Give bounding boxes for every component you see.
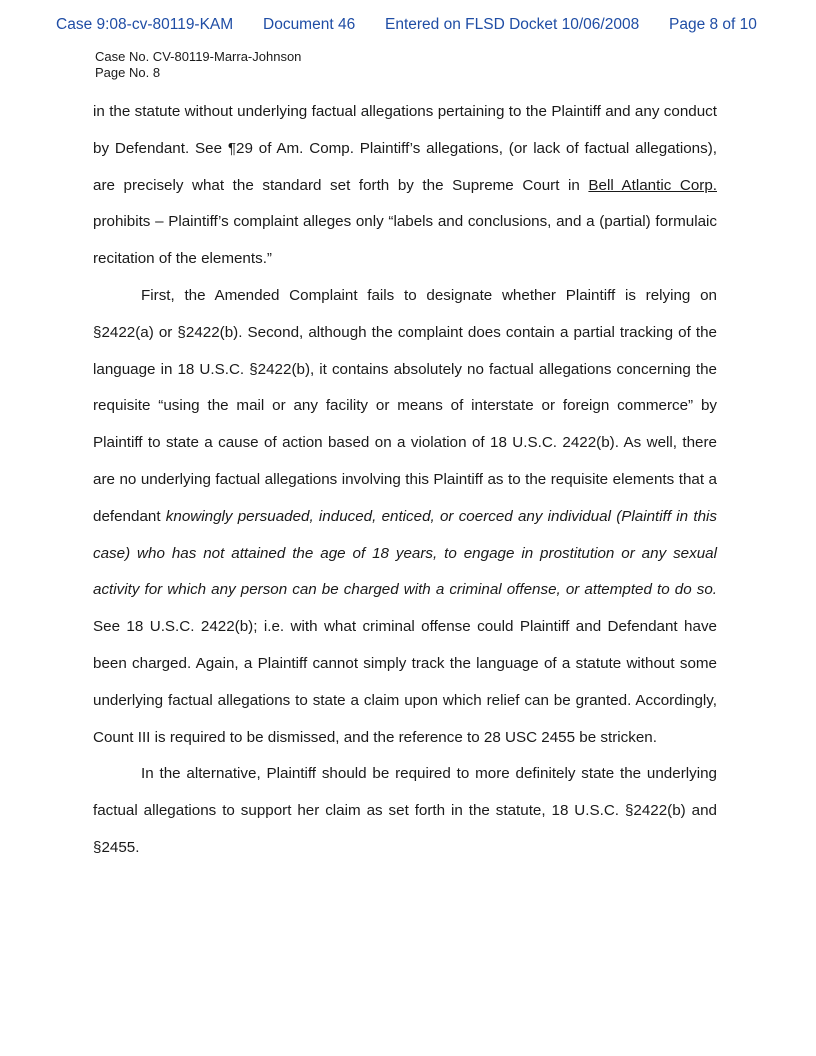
paragraph-2-text-a: First, the Amended Complaint fails to designate whether Plaintiff is relying on §2422(a) or §2422(b). Second, although the complaint does contain a partial tracking of the language in 18 U.S.C. §2422(b), it contains absolutely no factual allegations concerning the requisite “using the mail or any facility or means of interstate or foreign commerce” by Plaintiff to state a cause of action based on a violation of 18 U.S.C. 2422(b). As well, there are no underlying factual allegations involving this Plaintiff as to the requisite elements that a defendant xyxy=(93,286,717,525)
paragraph-1-text-b: prohibits – Plaintiff’s complaint alleges only “labels and conclusions, and a (partial) formulaic recitation of the elements.” xyxy=(93,213,717,268)
header-docket-entry: Entered on FLSD Docket 10/06/2008 xyxy=(385,16,640,33)
header-document-number: Document 46 xyxy=(263,16,356,33)
header-case-number: Case 9:08-cv-80119-KAM xyxy=(56,16,234,33)
case-number-line: Case No. CV-80119-Marra-Johnson xyxy=(95,49,302,64)
statute-elements-italic: knowingly persuaded, induced, enticed, or coerced any individual (Plaintiff in this case) who has not attained the age of 18 years, to engage in prostitution or any sexual activity for which any person can be charged with a criminal offense, or attempted to do so. xyxy=(93,507,717,599)
page-number-line: Page No. 8 xyxy=(95,64,161,80)
paragraph-1 xyxy=(93,94,717,278)
paragraph-2-text-b: See 18 U.S.C. 2422(b); i.e. with what criminal offense could Plaintiff and Defendant have been charged. Again, a Plaintiff cannot simply track the language of a statute without some underlying factual allegations to state a claim upon which relief can be granted. Accordingly, Count III is required to be dismissed, and the reference to 28 USC 2455 be stricken. xyxy=(93,618,717,746)
case-info xyxy=(95,49,301,80)
ecf-header xyxy=(0,16,816,38)
body-text xyxy=(93,94,717,867)
header-page-count: Page 8 of 10 xyxy=(669,16,757,33)
paragraph-2 xyxy=(93,278,717,756)
paragraph-3: In the alternative, Plaintiff should be required to more definitely state the underlying factual allegations to support her claim as set forth in the statute, 18 U.S.C. §2422(b) and §2455. xyxy=(93,765,717,856)
paragraph-1-text-a: in the statute without underlying factual allegations pertaining to the Plaintiff and any conduct by Defendant. See ¶29 of Am. Comp. Plaintiff’s allegations, (or lack of factual allegations), are precisely what the standard set forth by the Supreme Court in xyxy=(93,103,717,194)
bell-atlantic-citation: Bell Atlantic Corp. xyxy=(588,176,717,194)
